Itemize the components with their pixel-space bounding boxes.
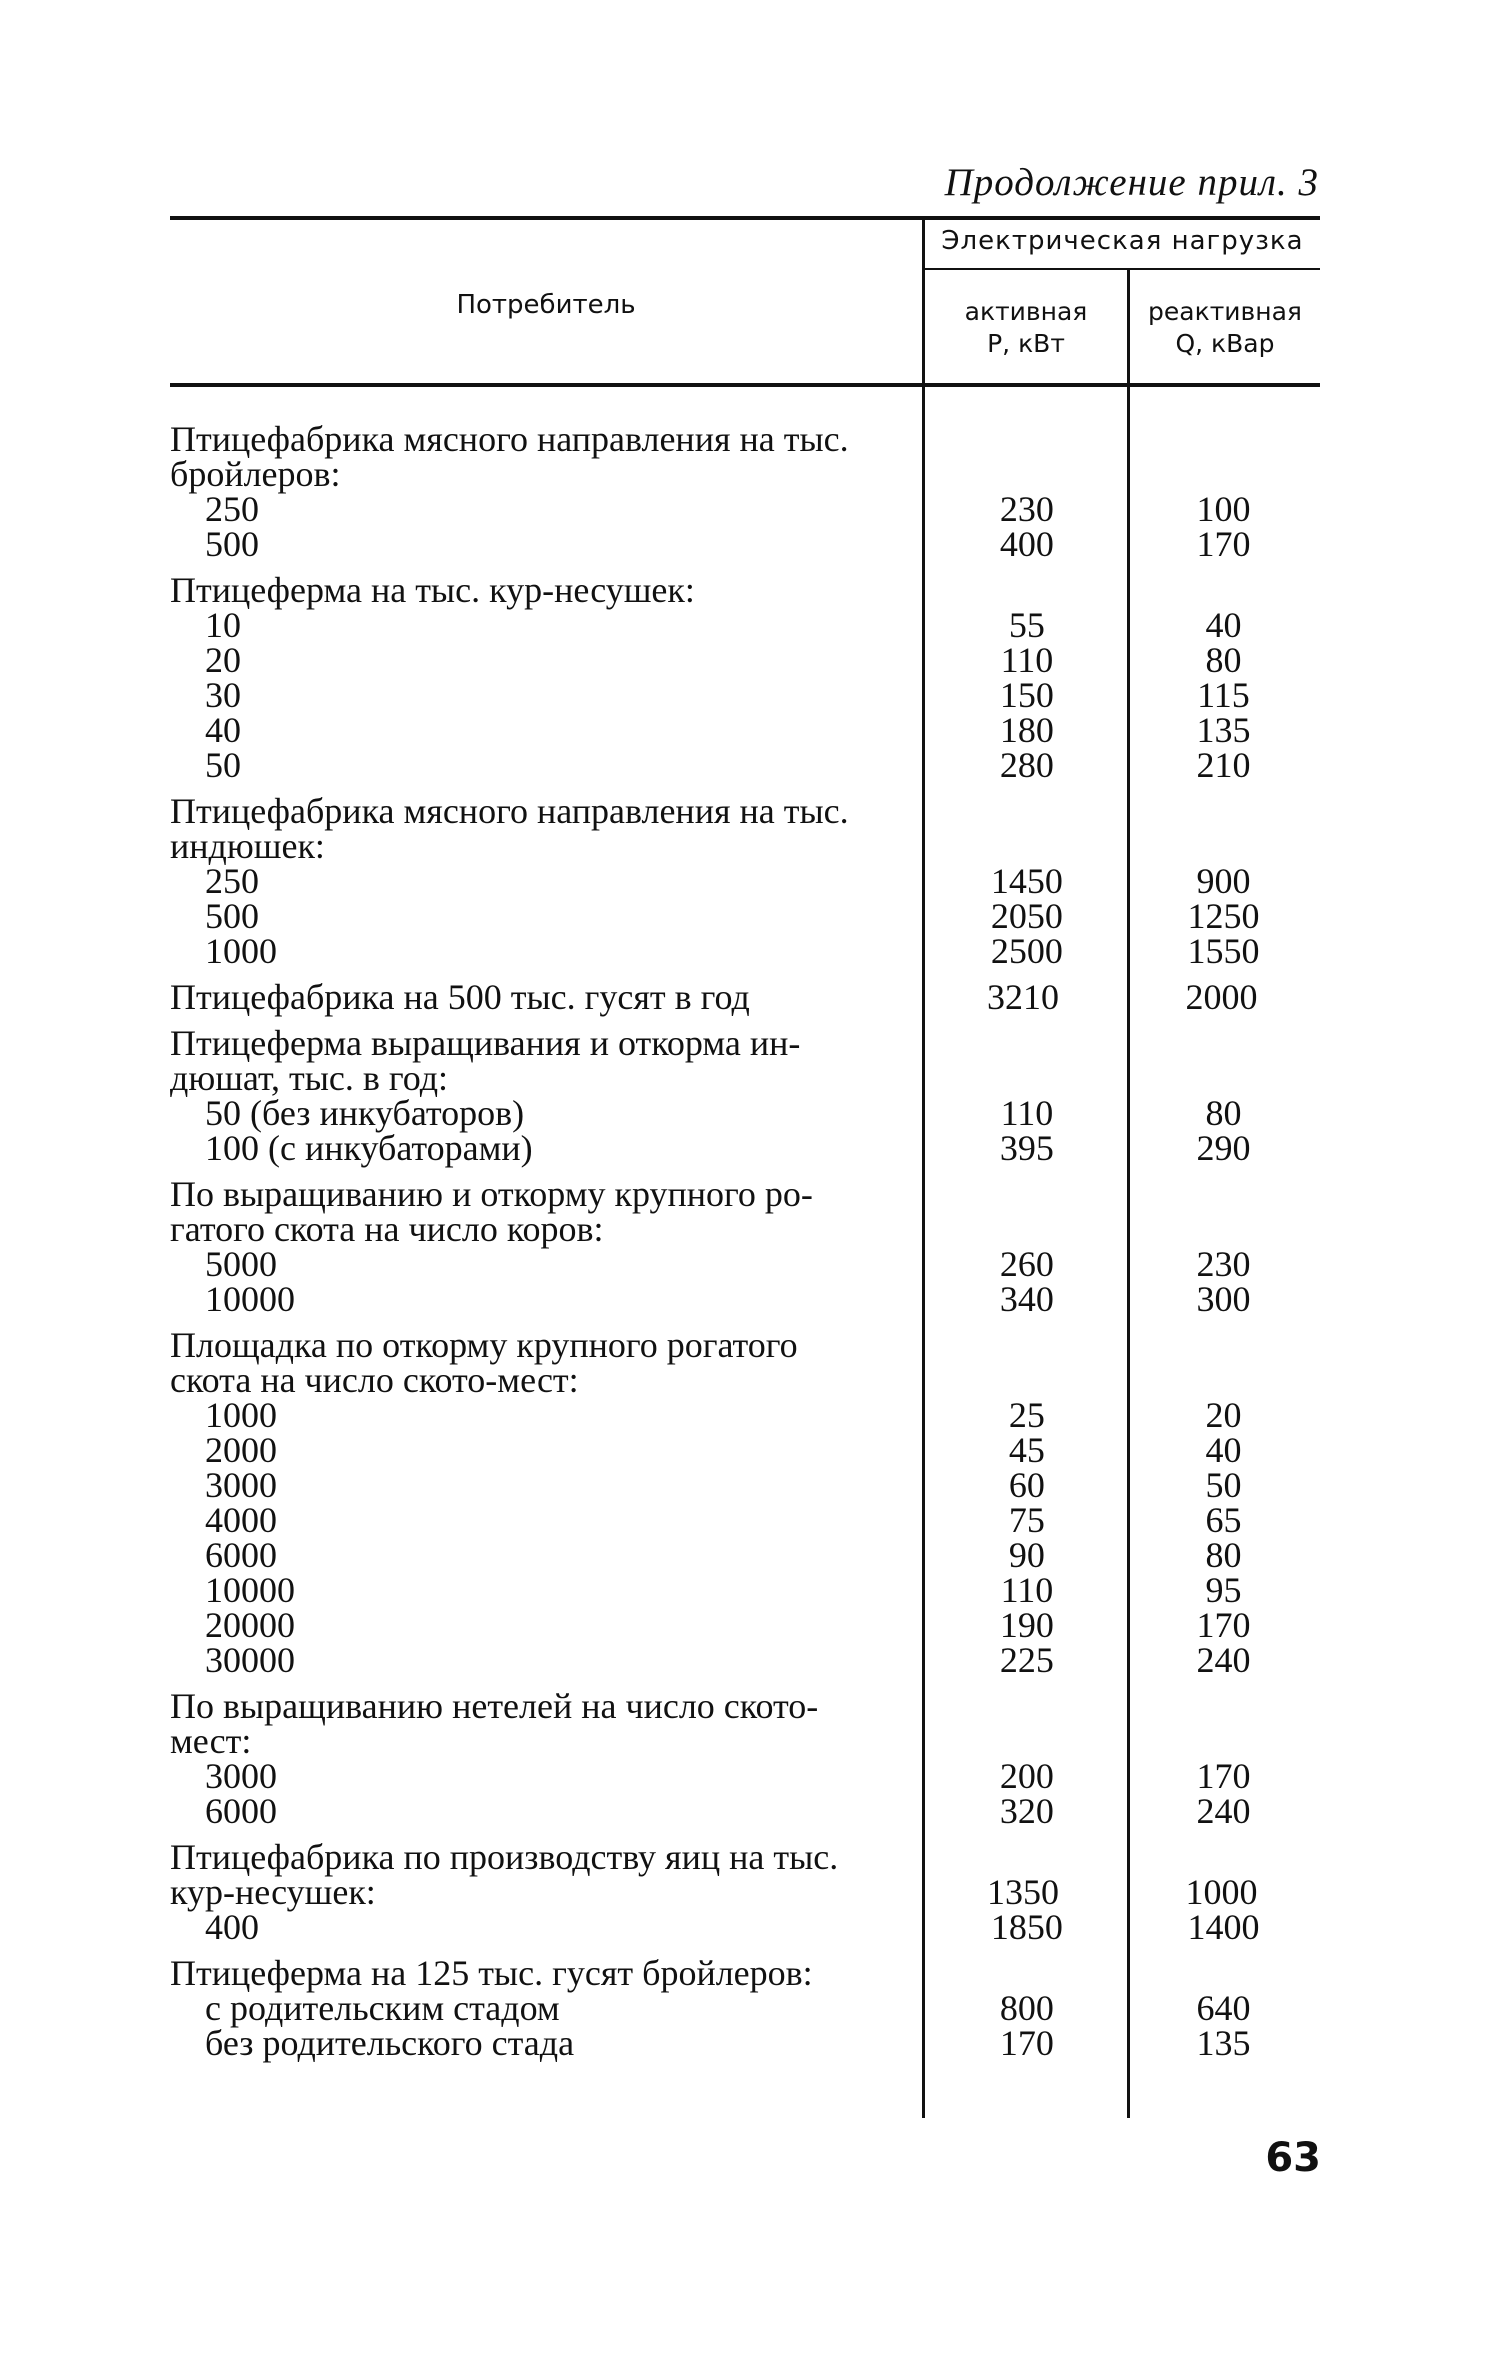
- consumer-cell: 1000: [205, 931, 277, 971]
- consumer-cell: 20000: [205, 1605, 295, 1645]
- consumer-cell: индюшек:: [170, 826, 325, 866]
- table-row: [170, 861, 1320, 901]
- table-row: [170, 1023, 1320, 1063]
- active-power-cell: 800: [999, 1988, 1054, 2028]
- consumer-cell: По выращиванию и откорму крупного ро-: [170, 1174, 813, 1214]
- active-power-cell: 25: [1008, 1395, 1045, 1435]
- header-consumer: Потребитель: [456, 290, 636, 320]
- active-power-cell: 230: [999, 489, 1054, 529]
- active-power-cell: 190: [999, 1605, 1054, 1645]
- table-row: [170, 2023, 1320, 2063]
- table-row: [170, 675, 1320, 715]
- table-row: [170, 1640, 1320, 1680]
- consumer-cell: Птицеферма на 125 тыс. гусят бройлеров:: [170, 1953, 813, 1993]
- consumer-cell: 2000: [205, 1430, 277, 1470]
- consumer-cell: 50 (без инкубаторов): [205, 1093, 525, 1133]
- active-power-cell: 400: [999, 524, 1054, 564]
- reactive-power-cell: 80: [1205, 1535, 1242, 1575]
- table-row: [170, 1430, 1320, 1470]
- reactive-power-cell: 170: [1196, 524, 1251, 564]
- table-row: [170, 791, 1320, 831]
- active-power-cell: 260: [999, 1244, 1054, 1284]
- header-active-power: [925, 296, 1127, 360]
- table-top-rule: [170, 216, 1320, 220]
- reactive-power-cell: 210: [1196, 745, 1251, 785]
- table-row: [170, 1465, 1320, 1505]
- table-row: [170, 977, 1320, 1017]
- consumer-cell: 1000: [205, 1395, 277, 1435]
- table-row: [170, 1988, 1320, 2028]
- consumer-cell: 400: [205, 1907, 259, 1947]
- consumer-cell: с родительским стадом: [205, 1988, 560, 2028]
- reactive-power-cell: 95: [1205, 1570, 1242, 1610]
- header-reactive-line1: реактивная: [1148, 297, 1302, 326]
- reactive-power-cell: 1000: [1185, 1872, 1258, 1912]
- active-power-cell: 55: [1008, 605, 1045, 645]
- table-row: [170, 1058, 1320, 1098]
- table-row: [170, 524, 1320, 564]
- table-row: [170, 1605, 1320, 1645]
- consumer-cell: 250: [205, 489, 259, 529]
- consumer-cell: гатого скота на число коров:: [170, 1209, 604, 1249]
- consumer-cell: 500: [205, 524, 259, 564]
- active-power-cell: 180: [999, 710, 1054, 750]
- consumer-cell: 6000: [205, 1535, 277, 1575]
- active-power-cell: 110: [1000, 1570, 1054, 1610]
- header-electrical-load: Электрическая нагрузка: [941, 226, 1304, 256]
- consumer-cell: 6000: [205, 1791, 277, 1831]
- consumer-cell: Птицефабрика на 500 тыс. гусят в год: [170, 977, 750, 1017]
- reactive-power-cell: 40: [1205, 1430, 1242, 1470]
- consumer-cell: 20: [205, 640, 241, 680]
- header-sub-rule: [925, 268, 1320, 270]
- active-power-cell: 200: [999, 1756, 1054, 1796]
- consumer-cell: 5000: [205, 1244, 277, 1284]
- active-power-cell: 1350: [987, 1872, 1059, 1912]
- consumer-cell: скота на число ското-мест:: [170, 1360, 579, 1400]
- active-power-cell: 90: [1008, 1535, 1045, 1575]
- reactive-power-cell: 240: [1196, 1640, 1251, 1680]
- consumer-cell: Птицеферма на тыс. кур-несушек:: [170, 570, 695, 610]
- active-power-cell: 225: [999, 1640, 1054, 1680]
- active-power-cell: 110: [1000, 1093, 1054, 1133]
- reactive-power-cell: 170: [1196, 1605, 1251, 1645]
- table-row: [170, 454, 1320, 494]
- reactive-power-cell: 135: [1196, 710, 1251, 750]
- reactive-power-cell: 290: [1196, 1128, 1251, 1168]
- table-row: [170, 1953, 1320, 1993]
- reactive-power-cell: 135: [1196, 2023, 1251, 2063]
- reactive-power-cell: 40: [1205, 605, 1242, 645]
- table-row: [170, 1360, 1320, 1400]
- consumer-cell: 10000: [205, 1279, 295, 1319]
- table-row: [170, 1570, 1320, 1610]
- table-row: [170, 1395, 1320, 1435]
- active-power-cell: 75: [1008, 1500, 1045, 1540]
- consumer-cell: без родительского стада: [205, 2023, 575, 2063]
- consumer-cell: Птицефабрика мясного направления на тыс.: [170, 419, 849, 459]
- table-row: [170, 896, 1320, 936]
- reactive-power-cell: 80: [1205, 640, 1242, 680]
- active-power-cell: 2500: [990, 931, 1063, 971]
- active-power-cell: 395: [999, 1128, 1054, 1168]
- table-row: [170, 710, 1320, 750]
- table-body: [170, 419, 1320, 2063]
- reactive-power-cell: 300: [1196, 1279, 1251, 1319]
- active-power-cell: 1450: [990, 861, 1063, 901]
- consumer-cell: кур-несушек:: [170, 1872, 376, 1912]
- reactive-power-cell: 1250: [1187, 896, 1260, 936]
- reactive-power-cell: 640: [1196, 1988, 1251, 2028]
- table-row: [170, 1500, 1320, 1540]
- table-row: [170, 826, 1320, 866]
- header-active-line1: активная: [964, 297, 1088, 326]
- table-row: [170, 1837, 1320, 1877]
- table-row: [170, 419, 1320, 459]
- table-row: [170, 1535, 1320, 1575]
- table-row: [170, 1791, 1320, 1831]
- consumer-cell: 500: [205, 896, 259, 936]
- consumer-cell: 30000: [205, 1640, 295, 1680]
- active-power-cell: 60: [1008, 1465, 1045, 1505]
- active-power-cell: 150: [999, 675, 1054, 715]
- table-row: [170, 1325, 1320, 1365]
- header-reactive-power: [1130, 296, 1320, 360]
- active-power-cell: 320: [999, 1791, 1054, 1831]
- table-row: [170, 1721, 1320, 1761]
- consumer-cell: 10: [205, 605, 241, 645]
- reactive-power-cell: 900: [1196, 861, 1251, 901]
- table-row: [170, 1907, 1320, 1947]
- reactive-power-cell: 1550: [1187, 931, 1260, 971]
- active-power-cell: 170: [999, 2023, 1054, 2063]
- consumer-cell: 50: [205, 745, 241, 785]
- consumer-cell: 30: [205, 675, 241, 715]
- reactive-power-cell: 1400: [1187, 1907, 1260, 1947]
- reactive-power-cell: 115: [1197, 675, 1250, 715]
- page-number: 63: [1265, 2135, 1321, 2181]
- active-power-cell: 2050: [990, 896, 1063, 936]
- consumer-cell: мест:: [170, 1721, 252, 1761]
- table-row: [170, 745, 1320, 785]
- reactive-power-cell: 20: [1205, 1395, 1242, 1435]
- reactive-power-cell: 240: [1196, 1791, 1251, 1831]
- reactive-power-cell: 50: [1205, 1465, 1242, 1505]
- table-row: [170, 605, 1320, 645]
- reactive-power-cell: 2000: [1185, 977, 1258, 1017]
- active-power-cell: 280: [999, 745, 1054, 785]
- table-row: [170, 1174, 1320, 1214]
- consumer-cell: По выращиванию нетелей на число ското-: [170, 1686, 819, 1726]
- table-row: [170, 1756, 1320, 1796]
- active-power-cell: 1850: [990, 1907, 1063, 1947]
- table-row: [170, 640, 1320, 680]
- active-power-cell: 45: [1008, 1430, 1045, 1470]
- consumer-cell: 10000: [205, 1570, 295, 1610]
- consumer-cell: Птицефабрика мясного направления на тыс.: [170, 791, 849, 831]
- table-row: [170, 1209, 1320, 1249]
- consumer-cell: Птицеферма выращивания и откорма ин-: [170, 1023, 801, 1063]
- header-reactive-line2: Q, кВар: [1175, 329, 1275, 358]
- consumer-cell: Площадка по откорму крупного рогатого: [170, 1325, 798, 1365]
- table-row: [170, 1244, 1320, 1284]
- consumer-cell: 40: [205, 710, 241, 750]
- consumer-cell: дюшат, тыс. в год:: [170, 1058, 449, 1098]
- table-row: [170, 1093, 1320, 1133]
- consumer-cell: 4000: [205, 1500, 277, 1540]
- consumer-cell: 3000: [205, 1756, 277, 1796]
- consumer-cell: бройлеров:: [170, 454, 341, 494]
- reactive-power-cell: 80: [1205, 1093, 1242, 1133]
- table-row: [170, 1872, 1320, 1912]
- table-row: [170, 489, 1320, 529]
- active-power-cell: 340: [999, 1279, 1054, 1319]
- table-row: [170, 1279, 1320, 1319]
- header-bottom-rule: [170, 383, 1320, 387]
- table-row: [170, 570, 1320, 610]
- header-active-line2: P, кВт: [987, 329, 1065, 358]
- reactive-power-cell: 170: [1196, 1756, 1251, 1796]
- table-row: [170, 931, 1320, 971]
- continuation-label: Продолжение прил. 3: [944, 161, 1319, 204]
- reactive-power-cell: 230: [1196, 1244, 1251, 1284]
- consumer-cell: 100 (с инкубаторами): [205, 1128, 533, 1168]
- consumer-cell: 250: [205, 861, 259, 901]
- table-row: [170, 1686, 1320, 1726]
- reactive-power-cell: 65: [1205, 1500, 1242, 1540]
- reactive-power-cell: 100: [1196, 489, 1251, 529]
- active-power-cell: 3210: [987, 977, 1059, 1017]
- consumer-cell: 3000: [205, 1465, 277, 1505]
- table-row: [170, 1128, 1320, 1168]
- active-power-cell: 110: [1000, 640, 1054, 680]
- consumer-cell: Птицефабрика по производству яиц на тыс.: [170, 1837, 839, 1877]
